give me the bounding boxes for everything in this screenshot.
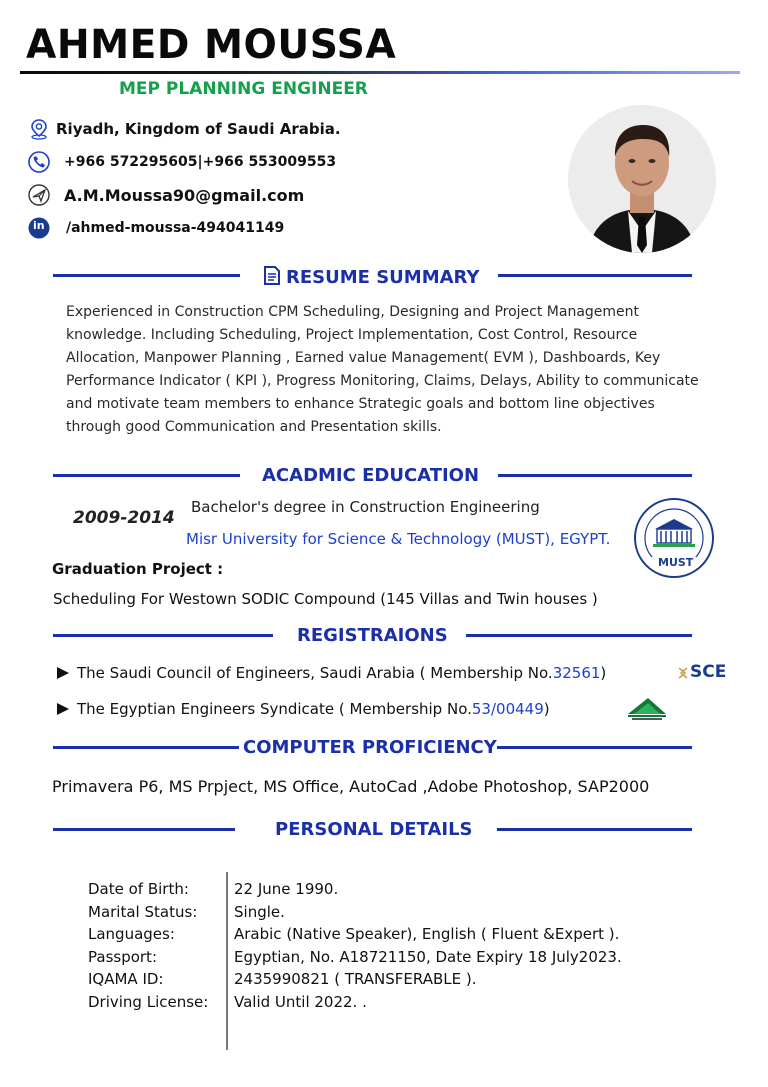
computer-rule-left [53,746,239,749]
detail-value: Arabic (Native Speaker), English ( Fluent &Expert ). [234,925,620,943]
detail-label: Marital Status: [88,902,198,921]
registration-suffix: ) [543,700,550,718]
detail-value: Single. [234,902,285,921]
summary-heading [264,266,479,290]
detail-label: Passport: [88,947,157,966]
detail-value: Egyptian, No. A18721150, Date Expiry 18 July2023. [234,947,622,966]
education-university: Misr University for Science & Technology (MUST), EGYPT. [186,530,611,548]
email-icon [28,184,50,206]
personal-title: PERSONAL DETAILS [275,819,473,840]
detail-label: IQAMA ID: [88,970,164,988]
graduation-project-label: Graduation Project : [52,560,224,578]
summary-title: RESUME SUMMARY [286,267,480,288]
education-rule-right [498,474,692,477]
location-text: Riyadh, Kingdom of Saudi Arabia. [56,120,341,138]
personal-divider [226,872,228,1050]
computer-skills: Primavera P6, MS Prpject, MS Office, AutoCad ,Adobe Photoshop, SAP2000 [52,777,650,796]
contact-email [28,184,304,206]
education-title: ACADMIC EDUCATION [262,465,480,486]
personal-labels [88,880,228,1015]
contact-linkedin [28,217,284,239]
phone-icon [28,151,50,173]
location-pin-icon [28,118,50,140]
sce-logo [676,662,730,684]
detail-label: Date of Birth: [88,880,189,898]
ees-logo [624,694,670,722]
detail-value: 2435990821 ( TRANSFERABLE ). [234,970,477,988]
linkedin-icon-label: in [33,219,45,232]
email-text[interactable]: A.M.Moussa90@gmail.com [64,185,305,205]
candidate-name: AHMED MOUSSA [26,22,397,68]
detail-value: 22 June 1990. [234,880,339,898]
sce-logo-text: SCE [690,662,727,682]
registrations-title: REGISTRAIONS [297,625,448,646]
registrations-rule-left [53,634,273,637]
education-rule-left [53,474,240,477]
summary-rule-right [498,274,692,277]
personal-values [234,880,622,1015]
computer-rule-right [497,746,692,749]
linkedin-text[interactable]: /ahmed-moussa-494041149 [66,220,285,236]
must-logo-text: MUST [658,556,694,569]
registration-suffix: ) [600,664,607,682]
detail-label: Driving License: [88,992,209,1011]
registrations-rule-right [466,634,692,637]
bullet-arrow-icon [57,703,69,715]
profile-photo [568,105,716,253]
education-years: 2009-2014 [73,508,175,528]
summary-rule-left [53,274,240,277]
graduation-project: Scheduling For Westown SODIC Compound (145 Villas and Twin houses ) [53,590,598,608]
summary-text: Experienced in Construction CPM Scheduling, Designing and Project Management knowledge. Including Scheduling, Project Implementation, Cost Control, Resource Allocation, Manpower Planning , Earned value Management( EVM ), Dashboards, Key Performance Indicator ( KPI ), Progress Monitoring, Claims, Delays, Ability to communicate and motivate team members to enhance Strategic goals and bottom line objectives through good Communication and Presentation skills. [66,304,699,435]
bullet-arrow-icon [57,667,69,679]
personal-rule-left [53,828,235,831]
header-divider [20,71,740,74]
contact-phone [28,151,336,173]
membership-number: 53/00449 [471,700,544,718]
phone-text: +966 572295605|+966 553009553 [64,154,337,170]
computer-title: COMPUTER PROFICIENCY [243,737,497,758]
job-title: MEP PLANNING ENGINEER [119,79,368,99]
education-degree: Bachelor's degree in Construction Engineering [191,498,540,516]
personal-rule-right [497,828,692,831]
detail-label: Languages: [88,925,175,943]
contact-location [28,118,341,140]
registration-text: The Saudi Council of Engineers, Saudi Arabia ( Membership No. [77,664,553,682]
registration-text: The Egyptian Engineers Syndicate ( Membership No. [77,700,472,718]
membership-number: 32561 [552,664,601,682]
detail-value: Valid Until 2022. . [234,992,367,1011]
document-icon [264,266,280,290]
registration-item [57,664,606,682]
registration-item [57,700,550,718]
must-logo [633,497,715,579]
